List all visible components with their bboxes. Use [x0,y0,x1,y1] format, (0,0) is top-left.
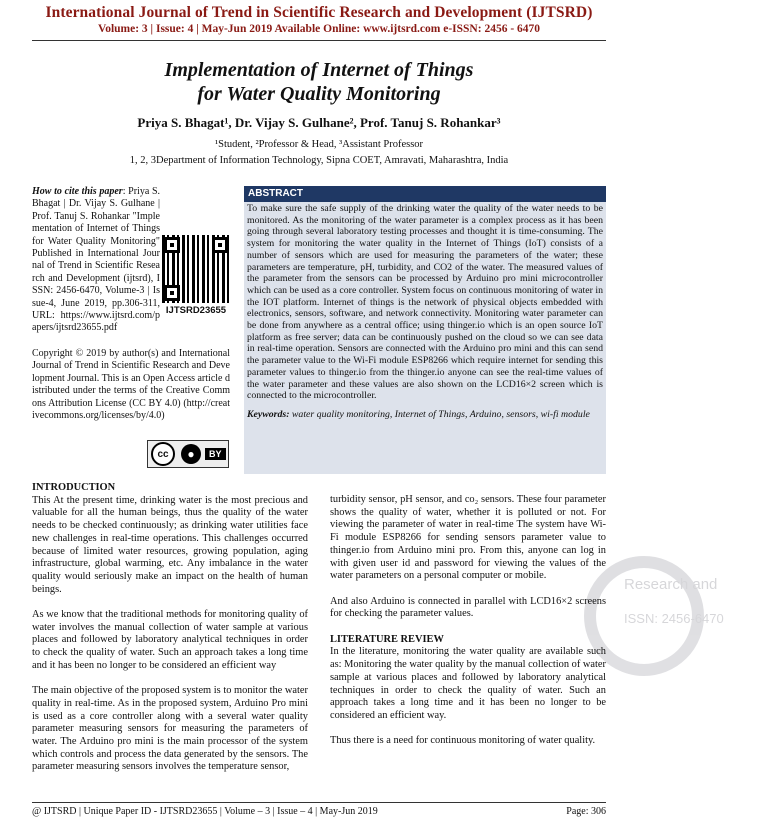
footer-rule [32,802,606,803]
by-label: BY [205,448,226,460]
roles: ¹Student, ²Professor & Head, ³Assistant Professor [214,139,424,150]
cc-icon: cc [151,442,175,466]
page-number: Page: 306 [566,806,606,817]
title-line-1: Implementation of Internet of Things [164,59,474,81]
cc-by-badge [147,440,229,468]
header-rule [32,40,606,41]
literature-paragraph-1: In the literature, monitoring the water quality are available such as: Monitoring the water quality by the manual collection of water sample at various places and followed by laboratory analytical techniques in order to check the quality of water. Such an approach takes a long time and it has been no longer to be considered an efficient way. [330,646,606,721]
journal-header [0,4,638,37]
right-paragraph-2: And also Arduino is connected in parallel with LCD16×2 screens for checking the parameter values. [330,595,606,620]
literature-paragraph-2: Thus there is a need for continuous monitoring of water quality. [330,735,596,747]
paper-title [0,58,638,106]
title-line-2: for Water Quality Monitoring [197,83,441,105]
qr-caption: IJTSRD23655 [165,305,227,316]
page-footer [32,806,606,817]
intro-paragraph-2: As we know that the traditional methods for monitoring quality of water involves the manual collection of water sample at various places and followed by laboratory analytical techniques in order to check the quality of water. Such an approach takes a long time and it has been no longer to be considered an efficient way [32,609,308,671]
abstract-heading: ABSTRACT [244,186,606,202]
copyright-text: Copyright © 2019 by author(s) and International Journal of Trend in Scientific Research and Development Journal. This is an Open Access article distributed under the terms of the Creative Commons Attribution License (CC BY 4.0) (http://creativecommons.org/licenses/by/4.0) [32,348,230,422]
journal-title: International Journal of Trend in Scientific Research and Development (IJTSRD) [45,4,593,21]
right-paragraph-1: turbidity sensor, pH sensor, and co₂ sensors. These four parameter shows the quality of water, whether it is polluted or not. For viewing the parameter of water in real-time The system have Wi-Fi module ESP8266 for sending sensors parameter value to thinger.io from Arduino mini pro. From this, anyone can log in with given user id and password for viewing the values of the water parameters on a personal computer or mobile. [330,494,606,582]
department: 1, 2, 3Department of Information Technology, Sipna COET, Amravati, Maharashtra, India [129,155,509,166]
copyright-block [32,348,230,422]
person-icon: ● [181,444,201,464]
citation-label: How to cite this paper [32,186,123,197]
left-column [32,482,308,787]
keywords: Keywords: water quality monitoring, Internet of Things, Arduino, sensors, wi-fi module [247,408,590,420]
volume-line: Volume: 3 | Issue: 4 | May-Jun 2019 Available Online: www.ijtsrd.com e-ISSN: 2456 - 6470 [97,23,541,35]
authors: Priya S. Bhagat¹, Dr. Vijay S. Gulhane², Prof. Tanuj S. Rohankar³ [137,115,501,130]
introduction-heading: INTRODUCTION [32,482,116,493]
footer-info: @ IJTSRD | Unique Paper ID - IJTSRD23655 | Volume – 3 | Issue – 4 | May-Jun 2019 [32,806,378,817]
intro-paragraph-1: This At the present time, drinking water is the most precious and valuable for all the human beings, thus the quality of the water needs to be checked continuously; as drinking water utilities face new challenges in real-time operations. This challenges occurred because of limited water resources, growing population, aging infrastructure, global warming, etc. Any imbalance in the water quality would seriously make an impact on the health of human beings. [32,494,308,595]
qr-code [162,235,230,303]
literature-review-heading: LITERATURE REVIEW [330,633,444,645]
journal-watermark: Research and ISSN: 2456-6470 [564,566,764,656]
intro-paragraph-3: The main objective of the proposed system is to monitor the water quality in real-time. As in the proposed system, Arduino Pro mini is used as a core controller along with a several water quality parameter measuring sensors for measuring the parameters of water. The Arduino pro mini is the main processor of the system which controls and process the data generated by the sensors. The parameter measuring sensors involves the temperature sensor, [32,685,308,773]
citation-text: How to cite this paper: Priya S. Bhagat | Dr. Vijay S. Gulhane | Prof. Tanuj S. Rohankar "Implementation of Internet of Things for Water Quality Monitoring" Published in International Journal of Trend in Scientific Research and Development (ijtsrd), ISSN: 2456-6470, Volume-3 | Issue-4, June 2019, pp.306-311, URL: https://www.ijtsrd.com/papers/ijtsrd23655.pdf [32,186,161,334]
abstract-text: To make sure the safe supply of the drinking water the quality of the water needs to be monitored. As the monitoring of the water parameter is a complex process as it has been going through several laboratory testing processes and thought it is time-consuming. The system for monitoring the water quality in the Internet of Things (IoT) consists of a number of sensors which are used for measuring the parameters of the water; these parameters are temperature, pH, turbidity, and CO2 of the water. The measured values of the parameter from the sensors can be processed by Arduino pro mini microcontroller which can be used as a core controller. System focus on continuous monitoring of water in the IOT platform. Internet of things is the network of physical objects embedded with electronics, sensors, software, and network connectivity. Monitoring water parameter can be done from anywhere as a central office; using thinger.io which is an open source IoT platform as free server; data can be continuously pushed on the cloud so we can see data in real-time operation. Sensors are connected with the Arduino pro mini and this can send the parameter value to the Wi-Fi module ESP8266 which require internet for sending this parameter values to thinger.io from the thinger.io anyone can see the real-time values of the water parameter and these values are also shown on the LCD16×2 screen which is connected to the microcontroller. [247,203,603,402]
right-column [330,494,606,761]
